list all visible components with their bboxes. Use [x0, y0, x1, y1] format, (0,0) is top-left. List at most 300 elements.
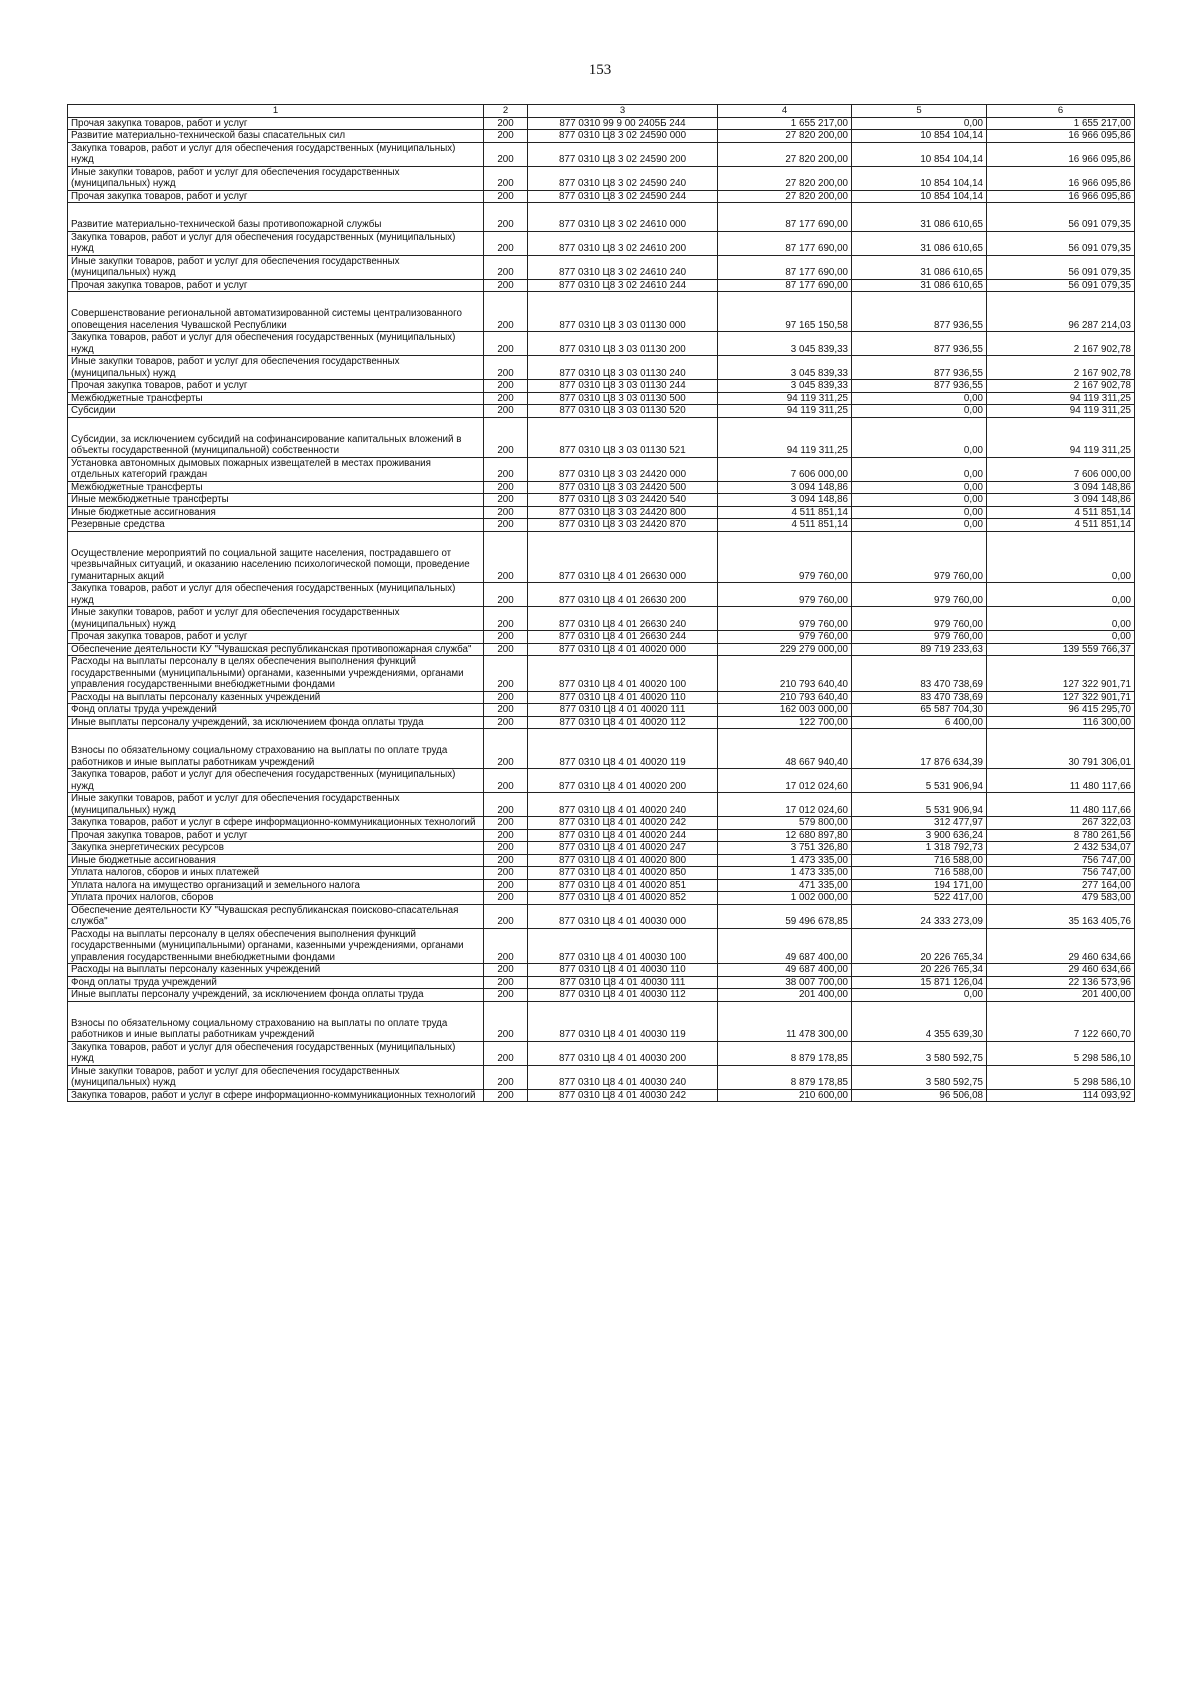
cell-line-code: 200 [484, 656, 528, 692]
cell-line-code: 200 [484, 793, 528, 817]
table-row [68, 829, 1135, 842]
header-col-5: 5 [852, 105, 987, 118]
cell-unexecuted: 267 322,03 [987, 817, 1135, 830]
cell-approved: 49 687 400,00 [718, 928, 852, 964]
table-row [68, 892, 1135, 905]
cell-line-code: 200 [484, 166, 528, 190]
cell-name: Иные закупки товаров, работ и услуг для обеспечения государственных (муниципальных) нужд [68, 356, 484, 380]
cell-executed: 979 760,00 [852, 607, 987, 631]
table-body [68, 117, 1135, 1102]
cell-budget-code: 877 0310 Ц8 3 03 01130 000 [528, 292, 718, 332]
cell-approved: 579 800,00 [718, 817, 852, 830]
cell-budget-code: 877 0310 Ц8 4 01 40020 244 [528, 829, 718, 842]
cell-budget-code: 877 0310 Ц8 4 01 40020 240 [528, 793, 718, 817]
cell-budget-code: 877 0310 Ц8 4 01 40030 200 [528, 1041, 718, 1065]
cell-unexecuted: 0,00 [987, 607, 1135, 631]
cell-executed: 31 086 610,65 [852, 255, 987, 279]
cell-executed: 20 226 765,34 [852, 928, 987, 964]
cell-unexecuted: 5 298 586,10 [987, 1041, 1135, 1065]
cell-name: Иные бюджетные ассигнования [68, 854, 484, 867]
cell-name: Развитие материально-технической базы спасательных сил [68, 130, 484, 143]
cell-line-code: 200 [484, 583, 528, 607]
cell-unexecuted: 29 460 634,66 [987, 928, 1135, 964]
cell-budget-code: 877 0310 Ц8 4 01 40020 800 [528, 854, 718, 867]
cell-budget-code: 877 0310 Ц8 4 01 40020 000 [528, 643, 718, 656]
cell-name: Расходы на выплаты персоналу казенных учреждений [68, 964, 484, 977]
header-col-1: 1 [68, 105, 484, 118]
cell-executed: 0,00 [852, 417, 987, 457]
cell-unexecuted: 4 511 851,14 [987, 506, 1135, 519]
cell-unexecuted: 114 093,92 [987, 1089, 1135, 1102]
cell-unexecuted: 139 559 766,37 [987, 643, 1135, 656]
table-row [68, 976, 1135, 989]
table-row [68, 656, 1135, 692]
cell-unexecuted: 16 966 095,86 [987, 142, 1135, 166]
cell-unexecuted: 56 091 079,35 [987, 231, 1135, 255]
cell-name: Иные выплаты персоналу учреждений, за исключением фонда оплаты труда [68, 716, 484, 729]
cell-executed: 312 477,97 [852, 817, 987, 830]
cell-line-code: 200 [484, 1001, 528, 1041]
cell-budget-code: 877 0310 Ц8 4 01 40020 242 [528, 817, 718, 830]
cell-budget-code: 877 0310 Ц8 3 03 24420 000 [528, 457, 718, 481]
cell-budget-code: 877 0310 Ц8 4 01 40020 111 [528, 704, 718, 717]
table-row [68, 904, 1135, 928]
table-row [68, 631, 1135, 644]
cell-unexecuted: 94 119 311,25 [987, 392, 1135, 405]
cell-line-code: 200 [484, 417, 528, 457]
table-row [68, 1001, 1135, 1041]
cell-executed: 0,00 [852, 457, 987, 481]
cell-line-code: 200 [484, 607, 528, 631]
cell-budget-code: 877 0310 Ц8 4 01 40020 850 [528, 867, 718, 880]
cell-name: Межбюджетные трансферты [68, 481, 484, 494]
table-row [68, 130, 1135, 143]
cell-name: Закупка товаров, работ и услуг для обеспечения государственных (муниципальных) нужд [68, 1041, 484, 1065]
cell-name: Уплата прочих налогов, сборов [68, 892, 484, 905]
cell-budget-code: 877 0310 Ц8 3 03 01130 521 [528, 417, 718, 457]
cell-name: Закупка товаров, работ и услуг в сфере информационно-коммуникационных технологий [68, 1089, 484, 1102]
cell-executed: 10 854 104,14 [852, 142, 987, 166]
cell-line-code: 200 [484, 879, 528, 892]
cell-executed: 0,00 [852, 519, 987, 532]
cell-budget-code: 877 0310 Ц8 4 01 26630 240 [528, 607, 718, 631]
cell-executed: 0,00 [852, 494, 987, 507]
cell-budget-code: 877 0310 Ц8 4 01 40020 100 [528, 656, 718, 692]
cell-name: Уплата налогов, сборов и иных платежей [68, 867, 484, 880]
cell-line-code: 200 [484, 380, 528, 393]
cell-line-code: 200 [484, 255, 528, 279]
cell-budget-code: 877 0310 Ц8 4 01 40030 111 [528, 976, 718, 989]
cell-line-code: 200 [484, 392, 528, 405]
table-row [68, 506, 1135, 519]
cell-approved: 979 760,00 [718, 531, 852, 583]
cell-approved: 471 335,00 [718, 879, 852, 892]
table-row [68, 817, 1135, 830]
cell-budget-code: 877 0310 Ц8 3 03 01130 240 [528, 356, 718, 380]
cell-budget-code: 877 0310 Ц8 3 02 24590 240 [528, 166, 718, 190]
table-row [68, 583, 1135, 607]
cell-unexecuted: 29 460 634,66 [987, 964, 1135, 977]
cell-approved: 979 760,00 [718, 631, 852, 644]
cell-budget-code: 877 0310 Ц8 3 03 01130 500 [528, 392, 718, 405]
cell-unexecuted: 94 119 311,25 [987, 405, 1135, 418]
cell-budget-code: 877 0310 Ц8 3 02 24590 244 [528, 190, 718, 203]
cell-name: Расходы на выплаты персоналу в целях обеспечения выполнения функций государственными (муниципальными) органами, казенными учреждениями, органами управления государственными внебюджетными фондами [68, 656, 484, 692]
cell-executed: 3 900 636,24 [852, 829, 987, 842]
cell-executed: 83 470 738,69 [852, 656, 987, 692]
header-col-6: 6 [987, 105, 1135, 118]
cell-line-code: 200 [484, 631, 528, 644]
cell-unexecuted: 22 136 573,96 [987, 976, 1135, 989]
cell-name: Иные бюджетные ассигнования [68, 506, 484, 519]
table-row [68, 117, 1135, 130]
cell-executed: 979 760,00 [852, 583, 987, 607]
cell-name: Прочая закупка товаров, работ и услуг [68, 631, 484, 644]
cell-approved: 49 687 400,00 [718, 964, 852, 977]
cell-approved: 17 012 024,60 [718, 769, 852, 793]
cell-unexecuted: 56 091 079,35 [987, 255, 1135, 279]
cell-executed: 5 531 906,94 [852, 793, 987, 817]
cell-approved: 1 655 217,00 [718, 117, 852, 130]
cell-unexecuted: 11 480 117,66 [987, 769, 1135, 793]
cell-budget-code: 877 0310 Ц8 4 01 40030 112 [528, 989, 718, 1002]
cell-executed: 0,00 [852, 506, 987, 519]
cell-approved: 122 700,00 [718, 716, 852, 729]
cell-budget-code: 877 0310 Ц8 4 01 26630 244 [528, 631, 718, 644]
cell-approved: 210 600,00 [718, 1089, 852, 1102]
cell-unexecuted: 3 094 148,86 [987, 481, 1135, 494]
table-row [68, 1041, 1135, 1065]
cell-executed: 15 871 126,04 [852, 976, 987, 989]
cell-unexecuted: 16 966 095,86 [987, 190, 1135, 203]
cell-unexecuted: 0,00 [987, 583, 1135, 607]
table-row [68, 481, 1135, 494]
table-row [68, 457, 1135, 481]
cell-name: Прочая закупка товаров, работ и услуг [68, 190, 484, 203]
cell-line-code: 200 [484, 989, 528, 1002]
cell-executed: 83 470 738,69 [852, 691, 987, 704]
cell-name: Прочая закупка товаров, работ и услуг [68, 279, 484, 292]
cell-executed: 5 531 906,94 [852, 769, 987, 793]
cell-name: Закупка товаров, работ и услуг для обеспечения государственных (муниципальных) нужд [68, 583, 484, 607]
cell-executed: 716 588,00 [852, 867, 987, 880]
cell-line-code: 200 [484, 203, 528, 232]
cell-executed: 877 936,55 [852, 292, 987, 332]
cell-budget-code: 877 0310 Ц8 3 02 24590 000 [528, 130, 718, 143]
cell-unexecuted: 8 780 261,56 [987, 829, 1135, 842]
cell-unexecuted: 96 287 214,03 [987, 292, 1135, 332]
cell-budget-code: 877 0310 Ц8 4 01 40030 240 [528, 1065, 718, 1089]
cell-executed: 522 417,00 [852, 892, 987, 905]
cell-unexecuted: 756 747,00 [987, 867, 1135, 880]
cell-executed: 6 400,00 [852, 716, 987, 729]
cell-unexecuted: 127 322 901,71 [987, 656, 1135, 692]
cell-budget-code: 877 0310 Ц8 3 02 24610 244 [528, 279, 718, 292]
cell-line-code: 200 [484, 117, 528, 130]
cell-approved: 8 879 178,85 [718, 1065, 852, 1089]
cell-name: Закупка товаров, работ и услуг для обеспечения государственных (муниципальных) нужд [68, 142, 484, 166]
cell-executed: 3 580 592,75 [852, 1041, 987, 1065]
cell-budget-code: 877 0310 Ц8 4 01 40020 110 [528, 691, 718, 704]
budget-table [67, 104, 1135, 1102]
cell-approved: 11 478 300,00 [718, 1001, 852, 1041]
cell-unexecuted: 2 432 534,07 [987, 842, 1135, 855]
cell-executed: 20 226 765,34 [852, 964, 987, 977]
table-row [68, 879, 1135, 892]
cell-approved: 17 012 024,60 [718, 793, 852, 817]
cell-line-code: 200 [484, 976, 528, 989]
cell-line-code: 200 [484, 1089, 528, 1102]
cell-line-code: 200 [484, 817, 528, 830]
table-row [68, 964, 1135, 977]
cell-line-code: 200 [484, 292, 528, 332]
cell-executed: 877 936,55 [852, 380, 987, 393]
cell-approved: 27 820 200,00 [718, 130, 852, 143]
cell-budget-code: 877 0310 99 9 00 2405Б 244 [528, 117, 718, 130]
cell-line-code: 200 [484, 829, 528, 842]
cell-name: Субсидии [68, 405, 484, 418]
cell-line-code: 200 [484, 704, 528, 717]
cell-name: Закупка товаров, работ и услуг для обеспечения государственных (муниципальных) нужд [68, 769, 484, 793]
cell-budget-code: 877 0310 Ц8 4 01 40030 242 [528, 1089, 718, 1102]
cell-name: Прочая закупка товаров, работ и услуг [68, 380, 484, 393]
cell-approved: 87 177 690,00 [718, 279, 852, 292]
table-row [68, 203, 1135, 232]
cell-name: Резервные средства [68, 519, 484, 532]
cell-name: Обеспечение деятельности КУ "Чувашская республиканская поисково-спасательная служба" [68, 904, 484, 928]
table-row [68, 494, 1135, 507]
cell-executed: 979 760,00 [852, 531, 987, 583]
cell-name: Расходы на выплаты персоналу казенных учреждений [68, 691, 484, 704]
cell-line-code: 200 [484, 332, 528, 356]
cell-approved: 162 003 000,00 [718, 704, 852, 717]
cell-line-code: 200 [484, 643, 528, 656]
cell-executed: 10 854 104,14 [852, 190, 987, 203]
cell-unexecuted: 56 091 079,35 [987, 279, 1135, 292]
cell-line-code: 200 [484, 457, 528, 481]
cell-line-code: 200 [484, 964, 528, 977]
cell-name: Прочая закупка товаров, работ и услуг [68, 117, 484, 130]
cell-line-code: 200 [484, 928, 528, 964]
cell-budget-code: 877 0310 Ц8 3 03 24420 500 [528, 481, 718, 494]
cell-line-code: 200 [484, 506, 528, 519]
cell-name: Уплата налога на имущество организаций и земельного налога [68, 879, 484, 892]
cell-executed: 10 854 104,14 [852, 130, 987, 143]
cell-approved: 59 496 678,85 [718, 904, 852, 928]
cell-executed: 96 506,08 [852, 1089, 987, 1102]
cell-budget-code: 877 0310 Ц8 3 03 24420 800 [528, 506, 718, 519]
cell-approved: 8 879 178,85 [718, 1041, 852, 1065]
cell-unexecuted: 4 511 851,14 [987, 519, 1135, 532]
table-row [68, 867, 1135, 880]
table-row [68, 279, 1135, 292]
cell-name: Прочая закупка товаров, работ и услуг [68, 829, 484, 842]
cell-approved: 38 007 700,00 [718, 976, 852, 989]
cell-line-code: 200 [484, 691, 528, 704]
cell-line-code: 200 [484, 279, 528, 292]
table-row [68, 1089, 1135, 1102]
cell-approved: 94 119 311,25 [718, 392, 852, 405]
cell-line-code: 200 [484, 142, 528, 166]
cell-unexecuted: 127 322 901,71 [987, 691, 1135, 704]
cell-executed: 31 086 610,65 [852, 231, 987, 255]
cell-executed: 0,00 [852, 989, 987, 1002]
cell-name: Фонд оплаты труда учреждений [68, 976, 484, 989]
cell-executed: 194 171,00 [852, 879, 987, 892]
cell-approved: 48 667 940,40 [718, 729, 852, 769]
cell-approved: 87 177 690,00 [718, 255, 852, 279]
cell-unexecuted: 3 094 148,86 [987, 494, 1135, 507]
table-row [68, 643, 1135, 656]
cell-approved: 229 279 000,00 [718, 643, 852, 656]
cell-approved: 87 177 690,00 [718, 231, 852, 255]
cell-name: Иные выплаты персоналу учреждений, за исключением фонда оплаты труда [68, 989, 484, 1002]
cell-name: Взносы по обязательному социальному страхованию на выплаты по оплате труда работников и иные выплаты работникам учреждений [68, 1001, 484, 1041]
cell-name: Развитие материально-технической базы противопожарной службы [68, 203, 484, 232]
cell-line-code: 200 [484, 494, 528, 507]
cell-unexecuted: 0,00 [987, 631, 1135, 644]
table-row [68, 332, 1135, 356]
cell-unexecuted: 2 167 902,78 [987, 380, 1135, 393]
cell-line-code: 200 [484, 1041, 528, 1065]
cell-unexecuted: 116 300,00 [987, 716, 1135, 729]
table-row [68, 729, 1135, 769]
cell-executed: 89 719 233,63 [852, 643, 987, 656]
cell-line-code: 200 [484, 519, 528, 532]
cell-approved: 87 177 690,00 [718, 203, 852, 232]
cell-executed: 17 876 634,39 [852, 729, 987, 769]
cell-line-code: 200 [484, 531, 528, 583]
table-row [68, 356, 1135, 380]
cell-approved: 4 511 851,14 [718, 519, 852, 532]
cell-line-code: 200 [484, 1065, 528, 1089]
cell-budget-code: 877 0310 Ц8 3 02 24610 000 [528, 203, 718, 232]
cell-name: Расходы на выплаты персоналу в целях обеспечения выполнения функций государственными (муниципальными) органами, казенными учреждениями, органами управления государственными внебюджетными фондами [68, 928, 484, 964]
cell-approved: 3 045 839,33 [718, 332, 852, 356]
cell-budget-code: 877 0310 Ц8 4 01 40030 110 [528, 964, 718, 977]
cell-unexecuted: 11 480 117,66 [987, 793, 1135, 817]
cell-name: Закупка товаров, работ и услуг в сфере информационно-коммуникационных технологий [68, 817, 484, 830]
cell-line-code: 200 [484, 405, 528, 418]
cell-approved: 94 119 311,25 [718, 405, 852, 418]
cell-approved: 979 760,00 [718, 583, 852, 607]
cell-approved: 3 045 839,33 [718, 356, 852, 380]
table-row [68, 142, 1135, 166]
cell-unexecuted: 30 791 306,01 [987, 729, 1135, 769]
table-row [68, 989, 1135, 1002]
cell-name: Иные закупки товаров, работ и услуг для обеспечения государственных (муниципальных) нужд [68, 607, 484, 631]
cell-name: Установка автономных дымовых пожарных извещателей в местах проживания отдельных категорий граждан [68, 457, 484, 481]
cell-budget-code: 877 0310 Ц8 4 01 40020 247 [528, 842, 718, 855]
cell-line-code: 200 [484, 190, 528, 203]
cell-name: Обеспечение деятельности КУ "Чувашская республиканская противопожарная служба" [68, 643, 484, 656]
cell-line-code: 200 [484, 867, 528, 880]
cell-approved: 1 002 000,00 [718, 892, 852, 905]
cell-name: Субсидии, за исключением субсидий на софинансирование капитальных вложений в объекты государственной (муниципальной) собственности [68, 417, 484, 457]
cell-line-code: 200 [484, 769, 528, 793]
table-row [68, 405, 1135, 418]
cell-executed: 0,00 [852, 392, 987, 405]
cell-line-code: 200 [484, 729, 528, 769]
table-row [68, 519, 1135, 532]
cell-executed: 716 588,00 [852, 854, 987, 867]
cell-approved: 94 119 311,25 [718, 417, 852, 457]
table-row [68, 854, 1135, 867]
cell-unexecuted: 277 164,00 [987, 879, 1135, 892]
cell-budget-code: 877 0310 Ц8 3 02 24610 240 [528, 255, 718, 279]
cell-executed: 31 086 610,65 [852, 279, 987, 292]
table-row [68, 392, 1135, 405]
cell-executed: 65 587 704,30 [852, 704, 987, 717]
cell-unexecuted: 1 655 217,00 [987, 117, 1135, 130]
cell-approved: 210 793 640,40 [718, 691, 852, 704]
cell-unexecuted: 16 966 095,86 [987, 130, 1135, 143]
page-number: 153 [588, 62, 612, 78]
cell-unexecuted: 96 415 295,70 [987, 704, 1135, 717]
cell-line-code: 200 [484, 356, 528, 380]
table-row [68, 292, 1135, 332]
cell-budget-code: 877 0310 Ц8 3 02 24590 200 [528, 142, 718, 166]
cell-line-code: 200 [484, 892, 528, 905]
table-row [68, 190, 1135, 203]
cell-name: Иные межбюджетные трансферты [68, 494, 484, 507]
cell-line-code: 200 [484, 130, 528, 143]
cell-name: Закупка энергетических ресурсов [68, 842, 484, 855]
cell-unexecuted: 201 400,00 [987, 989, 1135, 1002]
cell-approved: 210 793 640,40 [718, 656, 852, 692]
cell-name: Иные закупки товаров, работ и услуг для обеспечения государственных (муниципальных) нужд [68, 166, 484, 190]
table-row [68, 231, 1135, 255]
cell-executed: 0,00 [852, 405, 987, 418]
table-row [68, 166, 1135, 190]
header-col-2: 2 [484, 105, 528, 118]
cell-line-code: 200 [484, 854, 528, 867]
cell-line-code: 200 [484, 842, 528, 855]
cell-approved: 7 606 000,00 [718, 457, 852, 481]
cell-budget-code: 877 0310 Ц8 4 01 26630 200 [528, 583, 718, 607]
header-col-3: 3 [528, 105, 718, 118]
table-row [68, 380, 1135, 393]
cell-line-code: 200 [484, 904, 528, 928]
cell-unexecuted: 16 966 095,86 [987, 166, 1135, 190]
table-row [68, 716, 1135, 729]
cell-unexecuted: 5 298 586,10 [987, 1065, 1135, 1089]
cell-approved: 3 094 148,86 [718, 494, 852, 507]
cell-executed: 0,00 [852, 117, 987, 130]
cell-name: Совершенствование региональной автоматизированной системы централизованного оповещения населения Чувашской Республики [68, 292, 484, 332]
cell-approved: 12 680 897,80 [718, 829, 852, 842]
cell-executed: 1 318 792,73 [852, 842, 987, 855]
cell-budget-code: 877 0310 Ц8 4 01 40030 100 [528, 928, 718, 964]
cell-approved: 1 473 335,00 [718, 867, 852, 880]
header-row [68, 105, 1135, 118]
cell-executed: 31 086 610,65 [852, 203, 987, 232]
table-row [68, 769, 1135, 793]
cell-name: Иные закупки товаров, работ и услуг для обеспечения государственных (муниципальных) нужд [68, 255, 484, 279]
cell-approved: 97 165 150,58 [718, 292, 852, 332]
cell-budget-code: 877 0310 Ц8 4 01 26630 000 [528, 531, 718, 583]
table-row [68, 255, 1135, 279]
cell-approved: 3 045 839,33 [718, 380, 852, 393]
cell-executed: 3 580 592,75 [852, 1065, 987, 1089]
cell-budget-code: 877 0310 Ц8 3 03 01130 244 [528, 380, 718, 393]
cell-approved: 979 760,00 [718, 607, 852, 631]
cell-unexecuted: 56 091 079,35 [987, 203, 1135, 232]
cell-unexecuted: 2 167 902,78 [987, 332, 1135, 356]
cell-unexecuted: 35 163 405,76 [987, 904, 1135, 928]
cell-budget-code: 877 0310 Ц8 3 03 24420 870 [528, 519, 718, 532]
cell-approved: 3 094 148,86 [718, 481, 852, 494]
